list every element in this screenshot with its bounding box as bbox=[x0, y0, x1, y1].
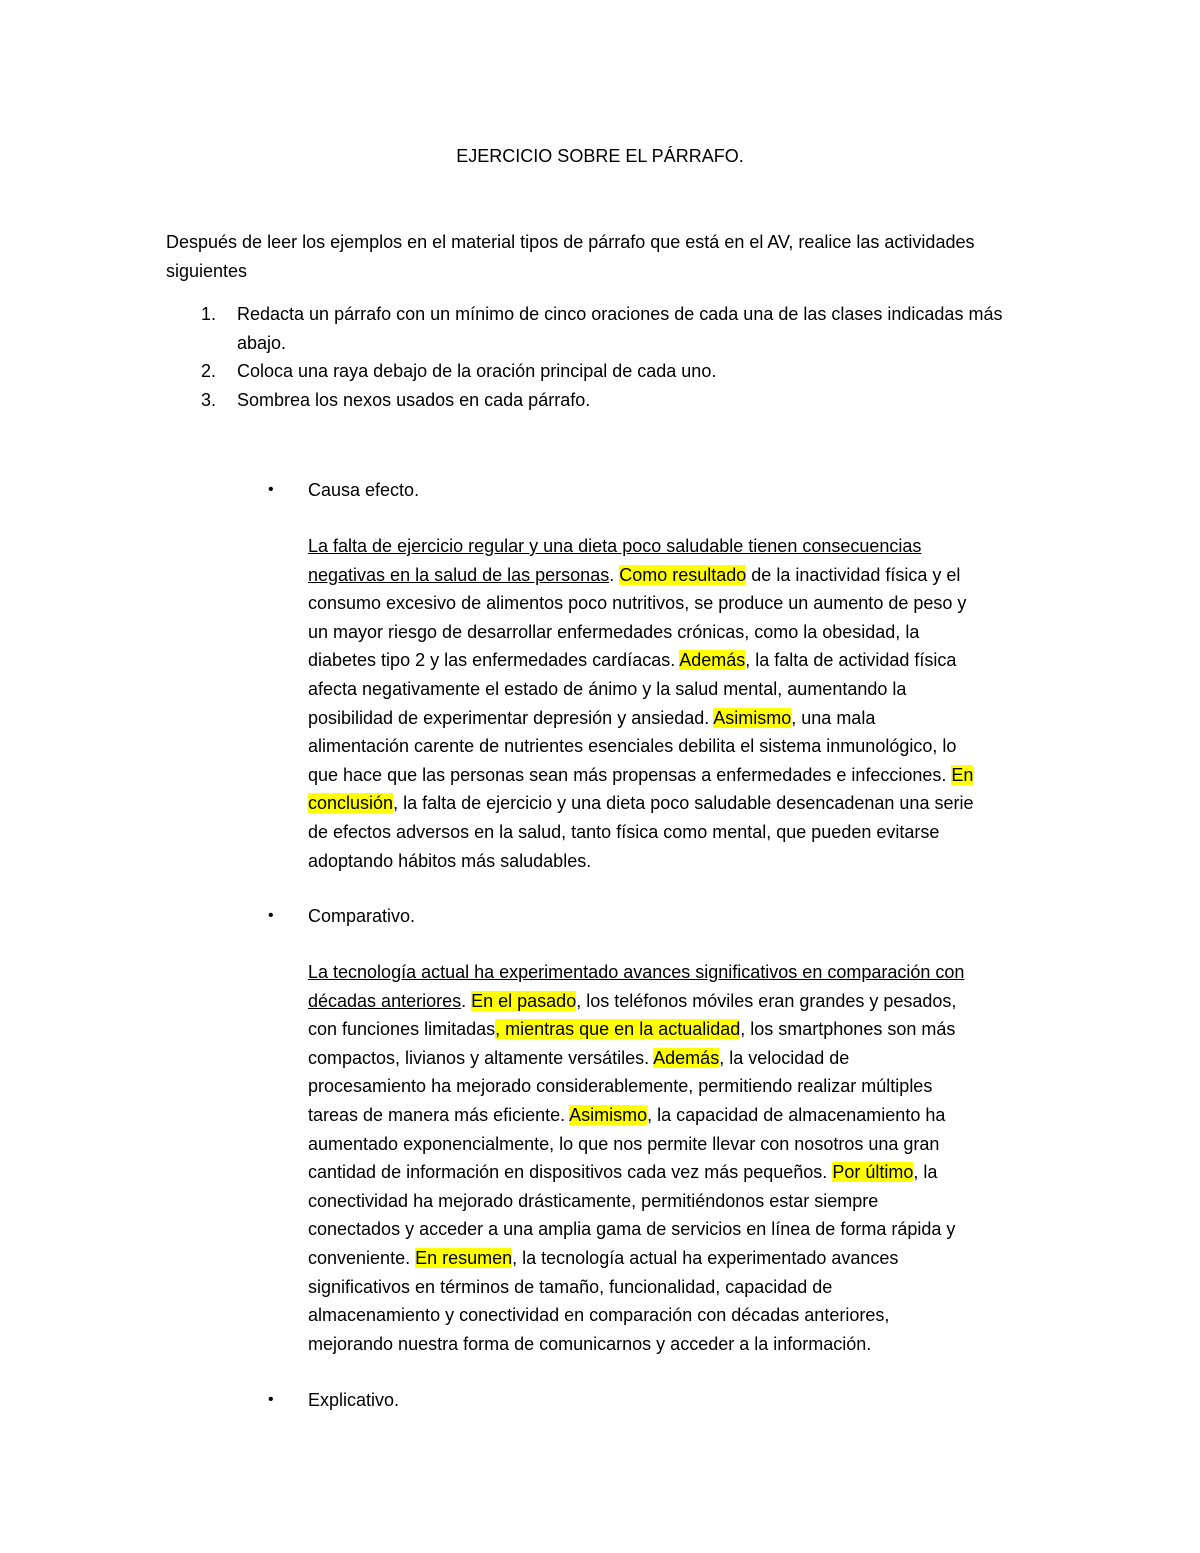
bullet-icon: • bbox=[268, 481, 274, 498]
instruction-number: 3. bbox=[201, 389, 217, 410]
connector-highlight: En resumen bbox=[415, 1247, 513, 1268]
connector-highlight: conclusión bbox=[308, 793, 394, 814]
paragraph-causa-efecto: La falta de ejercicio regular y una dieta poco saludable tienen consecuencias negativas en la salud de las personas. Como resultado de la inactividad física y el consumo excesivo de alimentos poco nutritivos, se produce un aumento de peso y un mayor riesgo de desarrollar enfermedades crónicas, como la obesidad, la diabetes tipo 2 y las enfermedades cardíacas. Además, la falta de actividad física afecta negativamente el estado de ánimo y la salud mental, aumentando la posibilidad de experimentar depresión y ansiedad. Asimismo, una mala alimentación carente de nutrientes esenciales debilita el sistema inmunológico, lo que hace que las personas sean más propensas a enfermedades e infecciones. En conclusión, la falta de ejercicio y una dieta poco saludable desencadenan una serie de efectos adversos en la salud, tanto física como mental, que pueden evitarse adoptando hábitos más saludables. bbox=[308, 536, 974, 871]
section-label: Comparativo. bbox=[308, 906, 416, 926]
section-label: Explicativo. bbox=[308, 1390, 400, 1410]
main-sentence: La falta de ejercicio regular y una dieta poco saludable tienen consecuencias bbox=[308, 536, 922, 556]
connector-highlight: En bbox=[951, 764, 974, 785]
connector-highlight: Como resultado bbox=[619, 564, 747, 585]
bullet-icon: • bbox=[268, 907, 274, 924]
document-title: EJERCICIO SOBRE EL PÁRRAFO. bbox=[456, 146, 744, 166]
instruction-number: 2. bbox=[201, 361, 217, 381]
instruction-text: Redacta un párrafo con un mínimo de cinco oraciones de cada una de las clases indicadas más abajo. bbox=[237, 304, 1003, 353]
instruction-number: 1. bbox=[201, 304, 217, 324]
main-sentence: décadas anteriores bbox=[308, 990, 462, 1011]
instruction-text: Sombrea los nexos usados en cada párrafo. bbox=[237, 389, 591, 410]
connector-highlight: Además bbox=[679, 650, 746, 671]
connector-highlight: En el pasado bbox=[471, 990, 577, 1011]
intro-paragraph: Después de leer los ejemplos en el material tipos de párrafo que está en el AV, realice las actividades siguientes bbox=[166, 232, 975, 281]
connector-highlight: , mientras que en la actualidad bbox=[495, 1019, 741, 1040]
connector-highlight: Asimismo bbox=[569, 1104, 648, 1125]
instructions-list bbox=[0, 300, 1037, 414]
paragraph-comparativo: La tecnología actual ha experimentado avances significativos en comparación con décadas anteriores. En el pasado, los teléfonos móviles eran grandes y pesados, con funciones limitadas, mientras que en la actualidad, los smartphones son más compactos, livianos y altamente versátiles. Además, la velocidad de procesamiento ha mejorado considerablemente, permitiendo realizar múltiples tareas de manera más eficiente. Asimismo, la capacidad de almacenamiento ha aumentado exponencialmente, lo que nos permite llevar con nosotros una gran cantidad de información en dispositivos cada vez más pequeños. Por último, la conectividad ha mejorado drásticamente, permitiéndonos estar siempre conectados y acceder a una amplia gama de servicios en línea de forma rápida y conveniente. En resumen, la tecnología actual ha experimentado avances significativos en términos de tamaño, funcionalidad, capacidad de almacenamiento y conectividad en comparación con décadas anteriores, mejorando nuestra forma de comunicarnos y acceder a la información. bbox=[308, 962, 965, 1354]
section-label: Causa efecto. bbox=[308, 480, 420, 500]
bullet-icon: • bbox=[268, 1391, 274, 1408]
main-sentence: negativas en la salud de las personas bbox=[308, 564, 610, 585]
connector-highlight: Además bbox=[653, 1047, 720, 1068]
instruction-item bbox=[0, 386, 1037, 415]
connector-highlight: Asimismo bbox=[713, 707, 792, 728]
instruction-text: Coloca una raya debajo de la oración principal de cada uno. bbox=[237, 361, 717, 381]
connector-highlight: Por último bbox=[832, 1162, 914, 1183]
instruction-item bbox=[0, 300, 1037, 357]
main-sentence: La tecnología actual ha experimentado avances significativos en comparación con bbox=[308, 962, 965, 982]
instruction-item bbox=[0, 357, 1037, 386]
